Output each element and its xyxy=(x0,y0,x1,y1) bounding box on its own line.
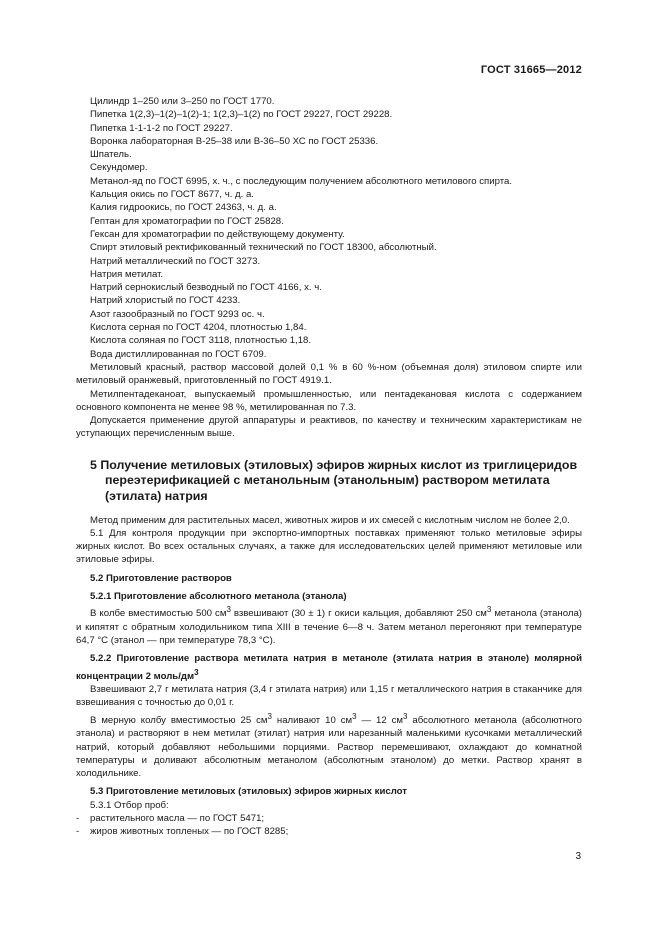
paragraph-5-3-1: 5.3.1 Отбор проб: xyxy=(90,799,169,811)
list-item: Азот газообразный по ГОСТ 9293 ос. ч. xyxy=(90,308,265,320)
heading-5-2: 5.2 Приготовление растворов xyxy=(90,572,232,584)
section-number: 5 xyxy=(90,457,97,472)
page-number: 3 xyxy=(575,851,581,862)
list-item: Калия гидроокись, по ГОСТ 24363, ч. д. а. xyxy=(90,202,277,214)
list-item: Пипетка 1(2,3)–1(2)–1(2)-1; 1(2,3)–1(2) по ГОСТ 29227, ГОСТ 29228. xyxy=(90,109,393,121)
list-item: Спирт этиловый ректификованный технический по ГОСТ 18300, абсолютный. xyxy=(90,242,437,254)
list-item: Натрия метилат. xyxy=(90,268,164,280)
list-item: Вода дистиллированная по ГОСТ 6709. xyxy=(90,348,267,360)
list-item: Метанол-яд по ГОСТ 6995, х. ч., с последующим получением абсолютного метилового спирта. xyxy=(90,175,513,187)
list-item: Гексан для хроматографии по действующему документу. xyxy=(90,228,345,240)
paragraph-5-2-2-weighing: Взвешивают 2,7 г метилата натрия (3,4 г этилата натрия) или 1,15 г металлического натрия в стаканчике для взвешивания с точностью до 0,01 г. xyxy=(76,684,582,709)
equipment-list xyxy=(76,95,582,361)
paragraph-allowed-substitutes: Допускается применение другой аппаратуры и реактивов, по качеству и техническим характеристикам не уступающих перечисленным выше. xyxy=(76,415,582,440)
section-5-heading xyxy=(76,458,582,505)
heading-5-2-2: 5.2.2 Приготовление раствора метилата натрия в метаноле (этилата натрия в этаноле) молярной концентрации 2 моль/$дм^3$ xyxy=(76,653,582,682)
heading-5-2-1: 5.2.1 Приготовление абсолютного метанола (этанола) xyxy=(90,590,347,602)
paragraph-5-1: 5.1 Для контроля продукции при экспортно-импортных поставках применяют только метиловые эфиры жирных кислот. Во всех остальных случаях, а также для исследовательских целей применяют метиловые или этиловые эфиры. xyxy=(76,527,582,566)
list-item: Воронка лабораторная В-25–38 или В-36–50 ХС по ГОСТ 25336. xyxy=(90,135,379,147)
dash-list-item: - жиров животных топленых — по ГОСТ 8285; xyxy=(76,826,289,838)
list-item: Гептан для хроматографии по ГОСТ 25828. xyxy=(90,215,284,227)
list-item: Цилиндр 1–250 или 3–250 по ГОСТ 1770. xyxy=(90,96,275,107)
paragraph-methylpentadecanoate: Метилпентадеканоат, выпускаемый промышленностью, или пентадекановая кислота с содержанием основного компонента не менее 98 %, метилированная по 7.3. xyxy=(76,388,582,413)
list-item: Кальция окись по ГОСТ 8677, ч. д. а. xyxy=(90,189,254,201)
list-item: Кислота соляная по ГОСТ 3118, плотностью 1,18. xyxy=(90,335,312,347)
heading-5-3: 5.3 Приготовление метиловых (этиловых) эфиров жирных кислот xyxy=(90,786,407,798)
list-item: Натрий хлористый по ГОСТ 4233. xyxy=(90,295,241,307)
document-body xyxy=(76,95,582,839)
list-item: Секундомер. xyxy=(90,162,148,174)
paragraph-5-2-2-dissolving: В мерную колбу вместимостью 25 $см^3$ наливают 10 $см^3$ — 12 $см^3$ абсолютного метанола (абсолютного этанола) и растворяют в нем метилат (этилат) натрия или нарезанный маленькими кусочками металлический натрий, который добавляют небольшими порциями. Раствор перемешивают, охлаждают до комнатной температуры и доливают абсолютным метанолом (абсолютным этанолом) до метки. Раствор хранят в холодильнике. xyxy=(76,711,582,780)
dash-list-item: - растительного масла — по ГОСТ 5471; xyxy=(76,813,265,824)
paragraph-5-2-1: В колбе вместимостью 500 $см^3$ взвешивают (30 ± 1) г окиси кальция, добавляют 250 $см^3$ метанола (этанола) и кипятят с обратным холодильником типа XIII в течение 6—8 ч. Затем метанол перегоняют при температуре 64,7 °С (этанол — при температуре 78,3 °С). xyxy=(76,605,582,647)
list-item: Кислота серная по ГОСТ 4204, плотностью 1,84. xyxy=(90,322,307,334)
list-item: Натрий металлический по ГОСТ 3273. xyxy=(90,255,261,267)
list-item: Натрий сернокислый безводный по ГОСТ 4166, х. ч. xyxy=(90,282,322,294)
section-title: Получение метиловых (этиловых) эфиров жирных кислот из триглицеридов переэтерификацией с метанольным (этанольным) раствором метилата (этилата) натрия xyxy=(100,457,578,503)
list-item: Шпатель. xyxy=(90,149,132,161)
paragraph-methyl-red: Метиловый красный, раствор массовой долей 0,1 % в 60 %-ном (объемная доля) этиловом спирте или метиловый оранжевый, приготовленный по ГОСТ 4919.1. xyxy=(76,361,582,387)
list-item: Пипетка 1-1-1-2 по ГОСТ 29227. xyxy=(90,122,233,134)
standard-header: ГОСТ 31665—2012 xyxy=(480,64,582,76)
paragraph-method-scope: Метод применим для растительных масел, животных жиров и их смесей с кислотным числом не более 2,0. xyxy=(90,514,570,526)
